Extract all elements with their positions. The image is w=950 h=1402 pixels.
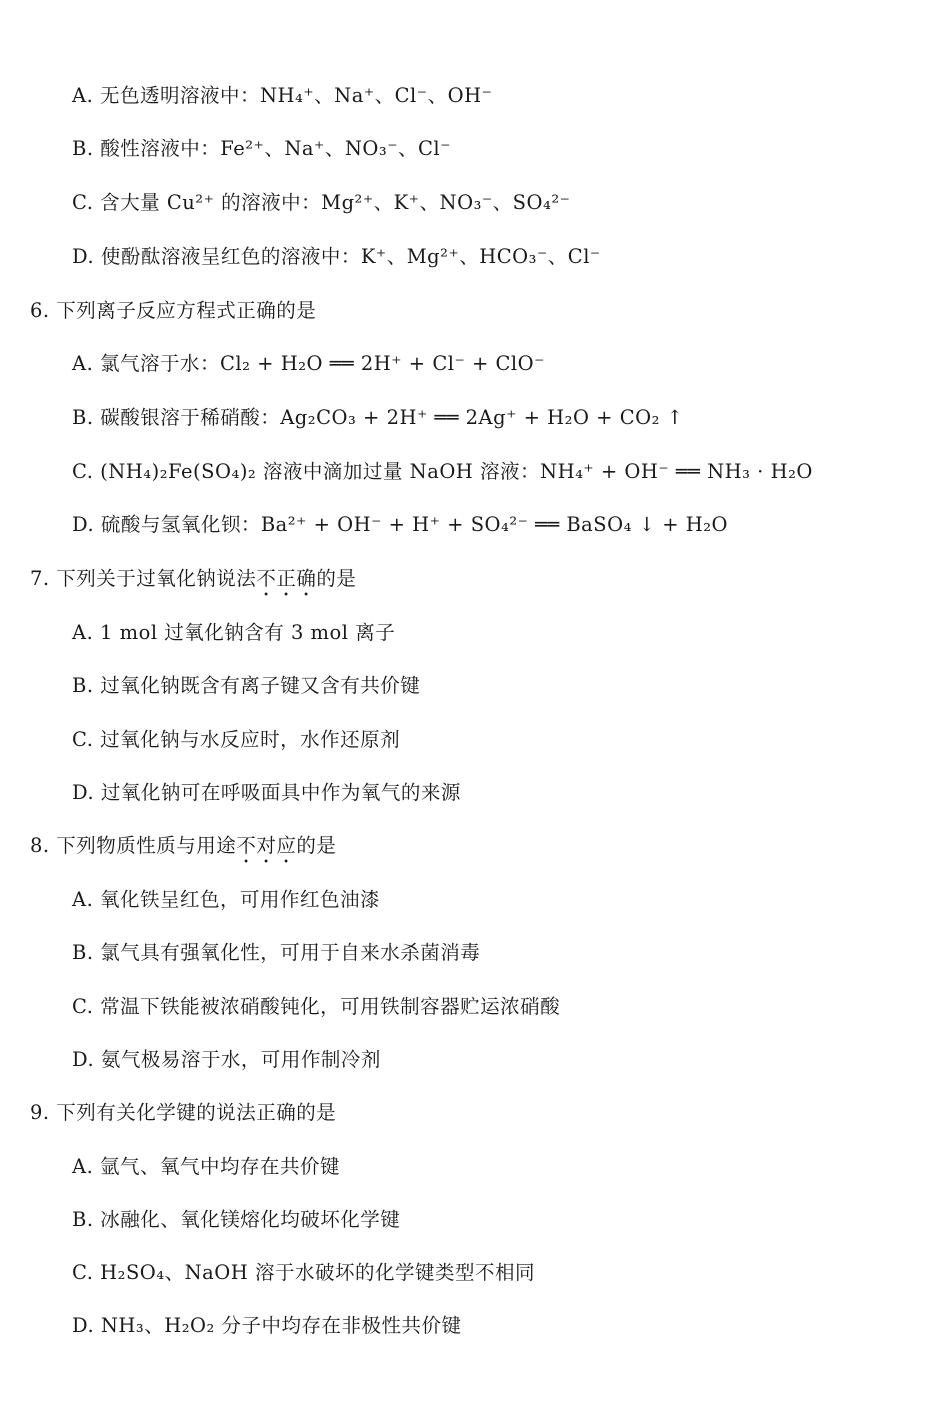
q7-option-c: C. 过氧化钠与水反应时，水作还原剂 xyxy=(72,728,401,751)
q8-option-b: B. 氯气具有强氧化性，可用于自来水杀菌消毒 xyxy=(72,941,481,964)
q6-option-a: A. 氯气溶于水：Cl₂ + H₂O ══ 2H⁺ + Cl⁻ + ClO⁻ xyxy=(72,352,545,375)
q8-stem-pre: 8. 下列物质性质与用途 xyxy=(30,834,237,857)
q7-option-b: B. 过氧化钠既含有离子键又含有共价键 xyxy=(72,674,421,697)
question-8-stem xyxy=(30,832,336,868)
q9-option-b: B. 冰融化、氧化镁熔化均破坏化学键 xyxy=(72,1208,401,1231)
question-9-stem: 9. 下列有关化学键的说法正确的是 xyxy=(30,1101,337,1124)
q7-emphasis: 不正确 xyxy=(256,567,317,590)
q8-stem-post: 的是 xyxy=(296,834,337,857)
q6-option-c: C. (NH₄)₂Fe(SO₄)₂ 溶液中滴加过量 NaOH 溶液：NH₄⁺ + OH⁻ ══ NH₃ · H₂O xyxy=(72,460,813,483)
question-6-stem: 6. 下列离子反应方程式正确的是 xyxy=(30,299,317,322)
q7-option-d: D. 过氧化钠可在呼吸面具中作为氧气的来源 xyxy=(72,781,461,804)
q5-option-d: D. 使酚酞溶液呈红色的溶液中：K⁺、Mg²⁺、HCO₃⁻、Cl⁻ xyxy=(72,245,601,268)
q9-option-d: D. NH₃、H₂O₂ 分子中均存在非极性共价键 xyxy=(72,1314,462,1337)
q5-option-c: C. 含大量 Cu²⁺ 的溶液中：Mg²⁺、K⁺、NO₃⁻、SO₄²⁻ xyxy=(72,191,571,214)
q7-stem-post: 的是 xyxy=(316,567,357,590)
q9-option-c: C. H₂SO₄、NaOH 溶于水破坏的化学键类型不相同 xyxy=(72,1261,535,1284)
q8-emphasis: 不对应 xyxy=(236,834,297,857)
q8-option-d: D. 氨气极易溶于水，可用作制冷剂 xyxy=(72,1048,381,1071)
question-7-stem xyxy=(30,565,356,601)
q6-option-d: D. 硫酸与氢氧化钡：Ba²⁺ + OH⁻ + H⁺ + SO₄²⁻ ══ BaSO₄ ↓ + H₂O xyxy=(72,513,729,536)
q9-option-a: A. 氩气、氧气中均存在共价键 xyxy=(72,1155,340,1178)
q8-option-a: A. 氧化铁呈红色，可用作红色油漆 xyxy=(72,888,380,911)
q7-stem-pre: 7. 下列关于过氧化钠说法 xyxy=(30,567,257,590)
q5-option-b: B. 酸性溶液中：Fe²⁺、Na⁺、NO₃⁻、Cl⁻ xyxy=(72,137,451,160)
q7-option-a: A. 1 mol 过氧化钠含有 3 mol 离子 xyxy=(72,621,396,644)
q8-option-c: C. 常温下铁能被浓硝酸钝化，可用铁制容器贮运浓硝酸 xyxy=(72,995,561,1018)
q6-option-b: B. 碳酸银溶于稀硝酸：Ag₂CO₃ + 2H⁺ ══ 2Ag⁺ + H₂O + CO₂ ↑ xyxy=(72,406,684,429)
q5-option-a: A. 无色透明溶液中：NH₄⁺、Na⁺、Cl⁻、OH⁻ xyxy=(72,84,493,107)
